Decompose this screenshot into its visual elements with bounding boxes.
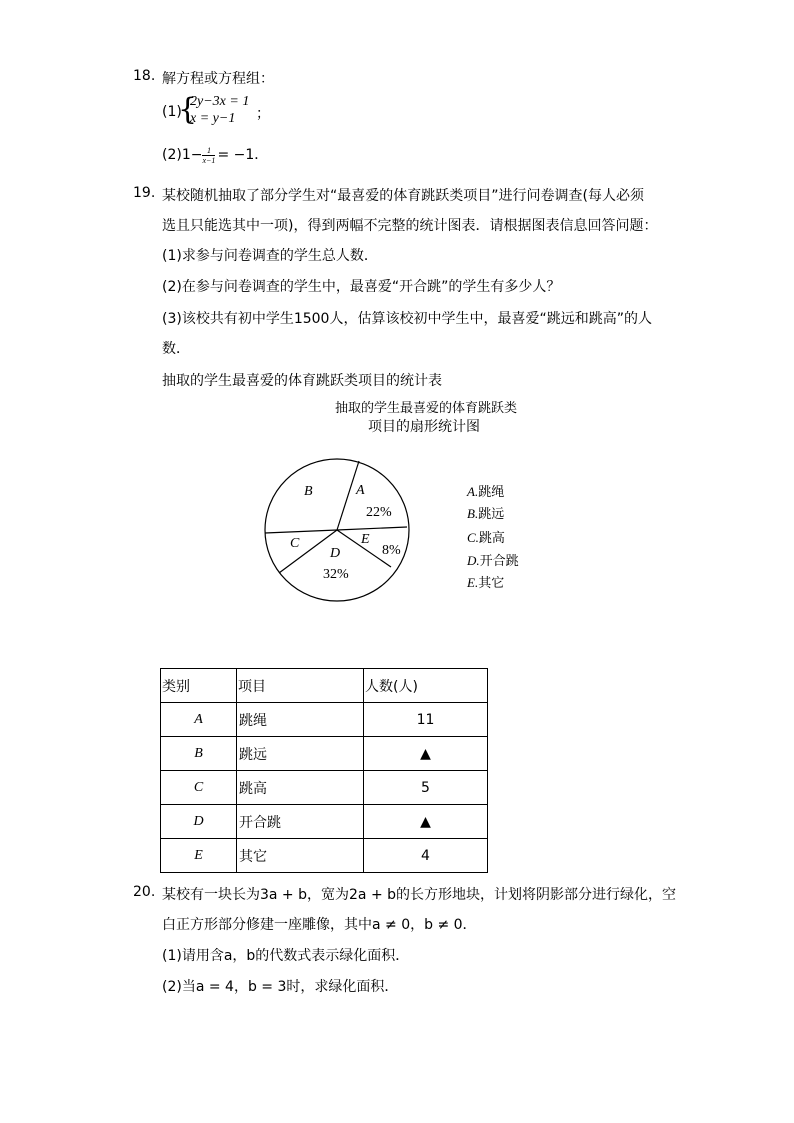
q18-number: 18.: [133, 68, 156, 84]
q18-part2: [162, 144, 268, 165]
legend-item: D.开合跳: [467, 553, 519, 569]
header-item: 项目: [237, 669, 364, 703]
chart-title: 抽取的学生最喜爱的体育跳跃类: [335, 401, 518, 416]
table-caption: 抽取的学生最喜爱的体育跳跃类项目的统计表: [162, 373, 442, 389]
q18-part1-tail: ；: [256, 106, 270, 122]
q19-line1: 某校随机抽取了部分学生对“最喜爱的体育跳跃类项目”进行问卷调查(每人必须: [162, 188, 644, 204]
slice-label-d: D: [330, 546, 341, 561]
slice-label-b: B: [304, 484, 313, 499]
table-row: [161, 703, 488, 737]
q18-stem: 解方程或方程组：: [162, 71, 274, 87]
table-row: [161, 771, 488, 805]
header-category: 类别: [161, 669, 237, 703]
statistics-table: [160, 668, 488, 873]
slice-label-a: A: [356, 483, 365, 498]
q18-equation-2: x = y−1: [190, 111, 236, 126]
cell-item: 开合跳: [237, 805, 364, 839]
cell-category: D: [161, 805, 237, 839]
legend-item: C.跳高: [467, 530, 505, 546]
legend-item: A.跳绳: [467, 484, 505, 500]
cell-item: 跳绳: [237, 703, 364, 737]
chart-subtitle: 项目的扇形统计图: [368, 419, 480, 435]
q20-sub1: (1)请用含a，b的代数式表示绿化面积．: [162, 948, 410, 964]
cell-category: C: [161, 771, 237, 805]
table-row: [161, 737, 488, 771]
pie-divider-b-c: [265, 530, 337, 533]
cell-category: E: [161, 839, 237, 873]
slice-label-c: C: [290, 536, 300, 551]
fraction-numerator: 1: [202, 146, 215, 156]
cell-count: ▲: [364, 805, 488, 839]
cell-count: 4: [364, 839, 488, 873]
table-header-row: [161, 669, 488, 703]
slice-label-e: E: [361, 532, 370, 547]
q19-sub2: (2)在参与问卷调查的学生中，最喜爱“开合跳”的学生有多少人？: [162, 279, 561, 295]
q18-equation-1: 2y−3x = 1: [190, 94, 250, 109]
fraction: [202, 146, 215, 165]
pie-divider-e-a: [337, 527, 407, 530]
cell-item: 跳高: [237, 771, 364, 805]
table-row: [161, 805, 488, 839]
equation-system-brace: {: [178, 92, 198, 127]
header-count: 人数(人): [364, 669, 488, 703]
q20-number: 20.: [133, 884, 156, 900]
cell-category: B: [161, 737, 237, 771]
slice-percent-e: 8%: [382, 543, 401, 558]
q18-part2-tail: = −1．: [217, 147, 269, 163]
q18-part1-label: (1): [162, 104, 182, 120]
legend-item: E.其它: [467, 575, 505, 591]
cell-count: 11: [364, 703, 488, 737]
q20-line1: 某校有一块长为3a + b，宽为2a + b的长方形地块，计划将阴影部分进行绿化，空: [162, 887, 677, 903]
q19-number: 19.: [133, 185, 156, 201]
q20-sub2: (2)当a = 4，b = 3时，求绿化面积．: [162, 979, 399, 995]
q19-sub3-line2: 数．: [162, 341, 190, 357]
cell-count: 5: [364, 771, 488, 805]
table-row: [161, 839, 488, 873]
cell-count: ▲: [364, 737, 488, 771]
legend-item: B.跳远: [467, 506, 505, 522]
q19-sub1: (1)求参与问卷调查的学生总人数．: [162, 248, 378, 264]
pie-chart: [260, 455, 450, 605]
cell-category: A: [161, 703, 237, 737]
q19-line2: 选且只能选其中一项)，得到两幅不完整的统计图表．请根据图表信息回答问题：: [162, 218, 658, 234]
q18-part2-label: (2): [162, 147, 182, 163]
cell-item: 跳远: [237, 737, 364, 771]
slice-percent-d: 32%: [323, 567, 349, 582]
cell-item: 其它: [237, 839, 364, 873]
q20-line2: 白正方形部分修建一座雕像，其中a ≠ 0，b ≠ 0．: [162, 917, 477, 933]
slice-percent-a: 22%: [366, 505, 392, 520]
q18-part2-lead: 1−: [181, 147, 203, 163]
q19-sub3-line1: (3)该校共有初中学生1500人，估算该校初中学生中，最喜爱“跳远和跳高”的人: [162, 311, 652, 327]
fraction-denominator: x−1: [202, 155, 216, 165]
